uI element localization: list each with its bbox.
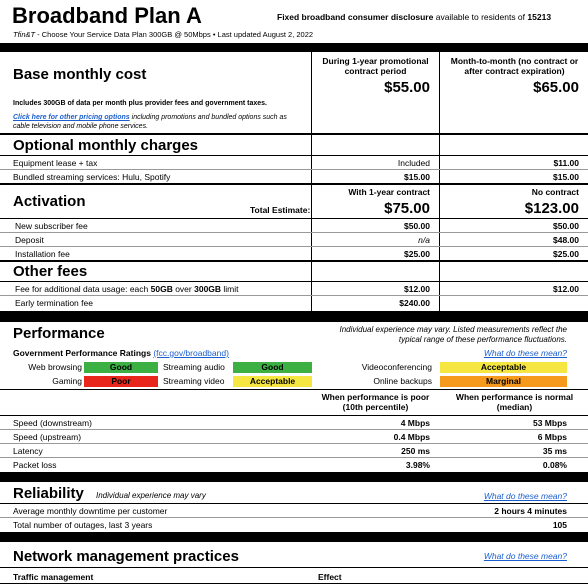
promo-price: $55.00 [384, 79, 430, 96]
row-divider [0, 232, 588, 233]
normal-performance-header: When performance is normal (median) [455, 392, 574, 412]
row-divider [0, 457, 588, 458]
row-divider [0, 281, 588, 282]
row-divider [0, 567, 588, 568]
total-no-contract: $123.00 [524, 200, 579, 217]
equipment-lease-month: $11.00 [553, 158, 579, 168]
rating-label-web-browsing: Web browsing [28, 362, 82, 372]
performance-title: Performance [13, 325, 105, 342]
reliability-note: Individual experience may vary [96, 491, 206, 500]
row-divider [0, 389, 588, 390]
plan-title: Broadband Plan A [12, 3, 202, 28]
streaming-bundle-promo: $15.00 [404, 172, 430, 182]
rating-label-online-backups: Online backups [373, 376, 432, 386]
downtime-label: Average monthly downtime per customer [13, 506, 168, 516]
early-termination-contract: $240.00 [399, 298, 430, 308]
reliability-what-link[interactable]: What do these mean? [483, 491, 567, 501]
speed-up-label: Speed (upstream) [13, 432, 82, 442]
poor-performance-header: When performance is poor (10th percentile) [321, 392, 430, 412]
divider-bar [0, 311, 588, 322]
rating-streaming-audio: Good [233, 362, 312, 373]
downtime-value: 2 hours 4 minutes [494, 506, 567, 516]
other-fees-title: Other fees [13, 263, 88, 280]
equipment-lease-promo: Included [397, 158, 430, 168]
speed-up-normal: 6 Mbps [537, 432, 567, 442]
rating-videoconferencing: Acceptable [440, 362, 567, 373]
packet-loss-poor: 3.98% [405, 460, 430, 470]
section-divider [0, 133, 588, 135]
installation-no-contract: $25.00 [553, 249, 579, 259]
installation-label: Installation fee [15, 249, 70, 259]
row-divider [0, 443, 588, 444]
row-divider [0, 517, 588, 518]
packet-loss-label: Packet loss [13, 460, 57, 470]
row-divider [0, 583, 588, 584]
rating-label-videoconferencing: Videoconferencing [361, 362, 432, 372]
subtitle-line: Tfin&T - Choose Your Service Data Plan 300GB @ 50Mbps • Last updated August 2, 2022 [13, 30, 314, 39]
section-divider [0, 183, 588, 185]
early-termination-label: Early termination fee [15, 298, 93, 308]
speed-down-label: Speed (downstream) [13, 418, 92, 428]
streaming-bundle-month: $15.00 [553, 172, 579, 182]
base-cost-note: Includes 300GB of data per month plus provider fees and government taxes. [13, 100, 268, 107]
traffic-management-header: Traffic management [13, 572, 94, 582]
new-subscriber-no-contract: $50.00 [553, 221, 579, 231]
speed-down-poor: 4 Mbps [400, 418, 430, 428]
disclosure-line [277, 12, 551, 22]
row-divider [0, 246, 588, 247]
performance-what-link[interactable]: What do these mean? [483, 348, 567, 358]
streaming-bundle-label: Bundled streaming services: Hulu, Spotify [13, 172, 171, 182]
month-to-month-header: Month-to-month (no contract or after contract expiration) [450, 56, 579, 76]
deposit-no-contract: $48.00 [553, 235, 579, 245]
installation-contract: $25.00 [404, 249, 430, 259]
rating-label-streaming-video: Streaming video [163, 376, 225, 386]
rating-web-browsing: Good [84, 362, 158, 373]
new-subscriber-contract: $50.00 [404, 221, 430, 231]
latency-normal: 35 ms [542, 446, 567, 456]
rating-online-backups: Marginal [440, 376, 567, 387]
divider-bar [0, 472, 588, 482]
deposit-label: Deposit [15, 235, 44, 245]
divider-bar [0, 532, 588, 542]
total-with-contract: $75.00 [384, 200, 430, 217]
gov-ratings-label: Government Performance Ratings (fcc.gov/broadband) [13, 348, 229, 358]
no-contract-header: No contract [531, 187, 579, 197]
row-divider [0, 429, 588, 430]
row-divider [0, 169, 588, 170]
disclosure-text: available to residents of [435, 12, 526, 22]
divider-bar [0, 43, 588, 52]
last-updated: Last updated August 2, 2022 [217, 30, 314, 39]
pricing-options-text: Click here for other pricing options including promotions and bundled options such as cable television and mobile phone services. [13, 114, 287, 130]
provider-name: Tfin&T [13, 30, 36, 39]
pricing-options-link[interactable]: Click here for other pricing options [13, 114, 130, 121]
speed-up-poor: 0.4 Mbps [393, 432, 430, 442]
row-divider [0, 218, 588, 219]
rating-streaming-video: Acceptable [233, 376, 312, 387]
additional-data-contract: $12.00 [404, 284, 430, 294]
row-divider [0, 295, 588, 296]
speed-down-normal: 53 Mbps [532, 418, 567, 428]
new-subscriber-label: New subscriber fee [15, 221, 88, 231]
packet-loss-normal: 0.08% [542, 460, 567, 470]
latency-poor: 250 ms [401, 446, 430, 456]
fcc-link[interactable]: (fcc.gov/broadband) [153, 348, 229, 358]
outages-value: 105 [552, 520, 567, 530]
plan-subtitle: - Choose Your Service Data Plan 300GB @ 50Mbps [35, 30, 211, 39]
network-title: Network management practices [13, 548, 239, 565]
rating-label-gaming: Gaming [52, 376, 82, 386]
latency-label: Latency [13, 446, 43, 456]
zip-code: 15213 [527, 12, 552, 22]
deposit-contract: n/a [418, 235, 430, 245]
activation-title: Activation [13, 193, 86, 210]
effect-header: Effect [318, 572, 342, 582]
outages-label: Total number of outages, last 3 years [13, 520, 153, 530]
rating-gaming: Poor [84, 376, 158, 387]
rating-label-streaming-audio: Streaming audio [163, 362, 225, 372]
with-contract-header: With 1-year contract [348, 187, 430, 197]
row-divider [0, 503, 588, 504]
optional-charges-title: Optional monthly charges [13, 137, 199, 154]
reliability-title: Reliability [13, 485, 84, 502]
equipment-lease-label: Equipment lease + tax [13, 158, 98, 168]
row-divider [0, 155, 588, 156]
additional-data-no-contract: $12.00 [553, 284, 579, 294]
additional-data-label: Fee for additional data usage: each 50GB over 300GB limit [15, 284, 239, 294]
total-estimate-label: Total Estimate: [250, 205, 311, 215]
base-cost-title: Base monthly cost [13, 66, 147, 83]
section-divider [0, 260, 588, 262]
network-what-link[interactable]: What do these mean? [483, 551, 567, 561]
performance-note: Individual experience may vary. Listed measurements reflect the typical range of these performance fluctuations. [339, 325, 567, 344]
disclosure-bold: Fixed broadband consumer disclosure [277, 12, 434, 22]
row-divider [0, 415, 588, 416]
promo-column-header: During 1-year promotional contract period [322, 56, 429, 76]
month-price: $65.00 [533, 79, 579, 96]
